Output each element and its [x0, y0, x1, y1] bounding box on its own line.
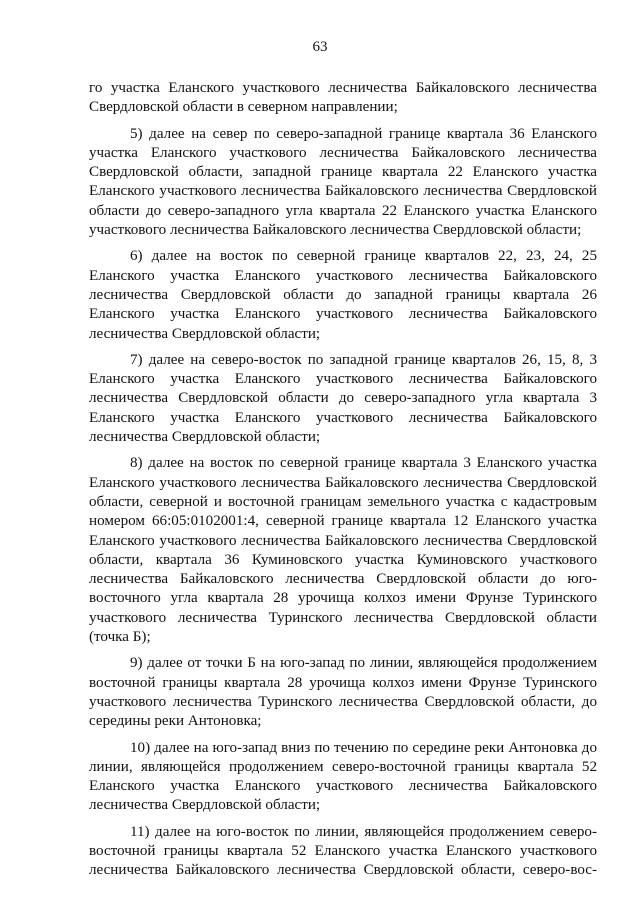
paragraph-item-7: 7) далее на северо-восток по западной границе кварталов 26, 15, 8, 3 Еланского участка Еланского участкового лесничества Байкаловского лесничества Свердловской области до северо-западного угла квартала 3 Еланского участка Еланского участкового лесничества Байкаловского лесничества Свердловской области; — [89, 351, 597, 446]
paragraph-continuation: го участка Еланского участкового лесничества Байкаловского лесничества Свердловской области в северном направлении; — [89, 80, 597, 116]
document-body — [89, 79, 597, 881]
paragraph-item-11: 11) далее на юго-восток по линии, являющейся продолжением северо-восточной границы квартала 52 Еланского участка Еланского участкового лесничества Байкаловского лесничества Свердловской области, северо-вос- — [89, 823, 597, 879]
paragraph-item-5: 5) далее на север по северо-западной границе квартала 36 Еланского участка Еланского участкового лесничества Байкаловского лесничества Свердловской области, западной границе квартала 22 Еланского участка Еланского участкового лесничества Байкаловского лесничества Свердловской области до северо-западного угла квартала 22 Еланского участка Еланского участкового лесничества Байкаловского лесничества Свердловской области; — [89, 125, 597, 239]
paragraph-item-10: 10) далее на юго-запад вниз по течению по середине реки Антоновка до линии, являющейся продолжением северо-восточной границы квартала 52 Еланского участка Еланского участкового лесничества Байкаловского лесничества Свердловской области; — [89, 739, 597, 814]
page-number: 63 — [312, 39, 328, 55]
paragraph-item-6: 6) далее на восток по северной границе кварталов 22, 23, 24, 25 Еланского участка Еланского участкового лесничества Байкаловского лесничества Свердловской области до западной границы квартала 26 Еланского участка Еланского участкового лесничества Байкаловского лесничества Свердловской области; — [89, 248, 597, 342]
paragraph-item-8: 8) далее на восток по северной границе квартала 3 Еланского участка Еланского участкового лесничества Байкаловского лесничества Свердловской области, северной и восточной границам земельного участка с кадастровым номером 66:05:0102001:4, северной границе квартала 12 Еланского участка Еланского участкового лесничества Байкаловского лесничества Свердловской области, квартала 36 Куминовского участка Куминовского участкового лесничества Байкаловского лесничества Свердловской области до юго-восточного угла квартала 28 урочища колхоз имени Фрунзе Туринского участкового лесничества Туринского лесничества Свердловской области (точка Б); — [89, 455, 597, 646]
paragraph-item-9: 9) далее от точки Б на юго-запад по линии, являющейся продолжением восточной границы квартала 28 урочища колхоз имени Фрунзе Туринского участкового лесничества Туринского лесничества Свердловской области, до середины реки Антоновка; — [89, 655, 597, 730]
